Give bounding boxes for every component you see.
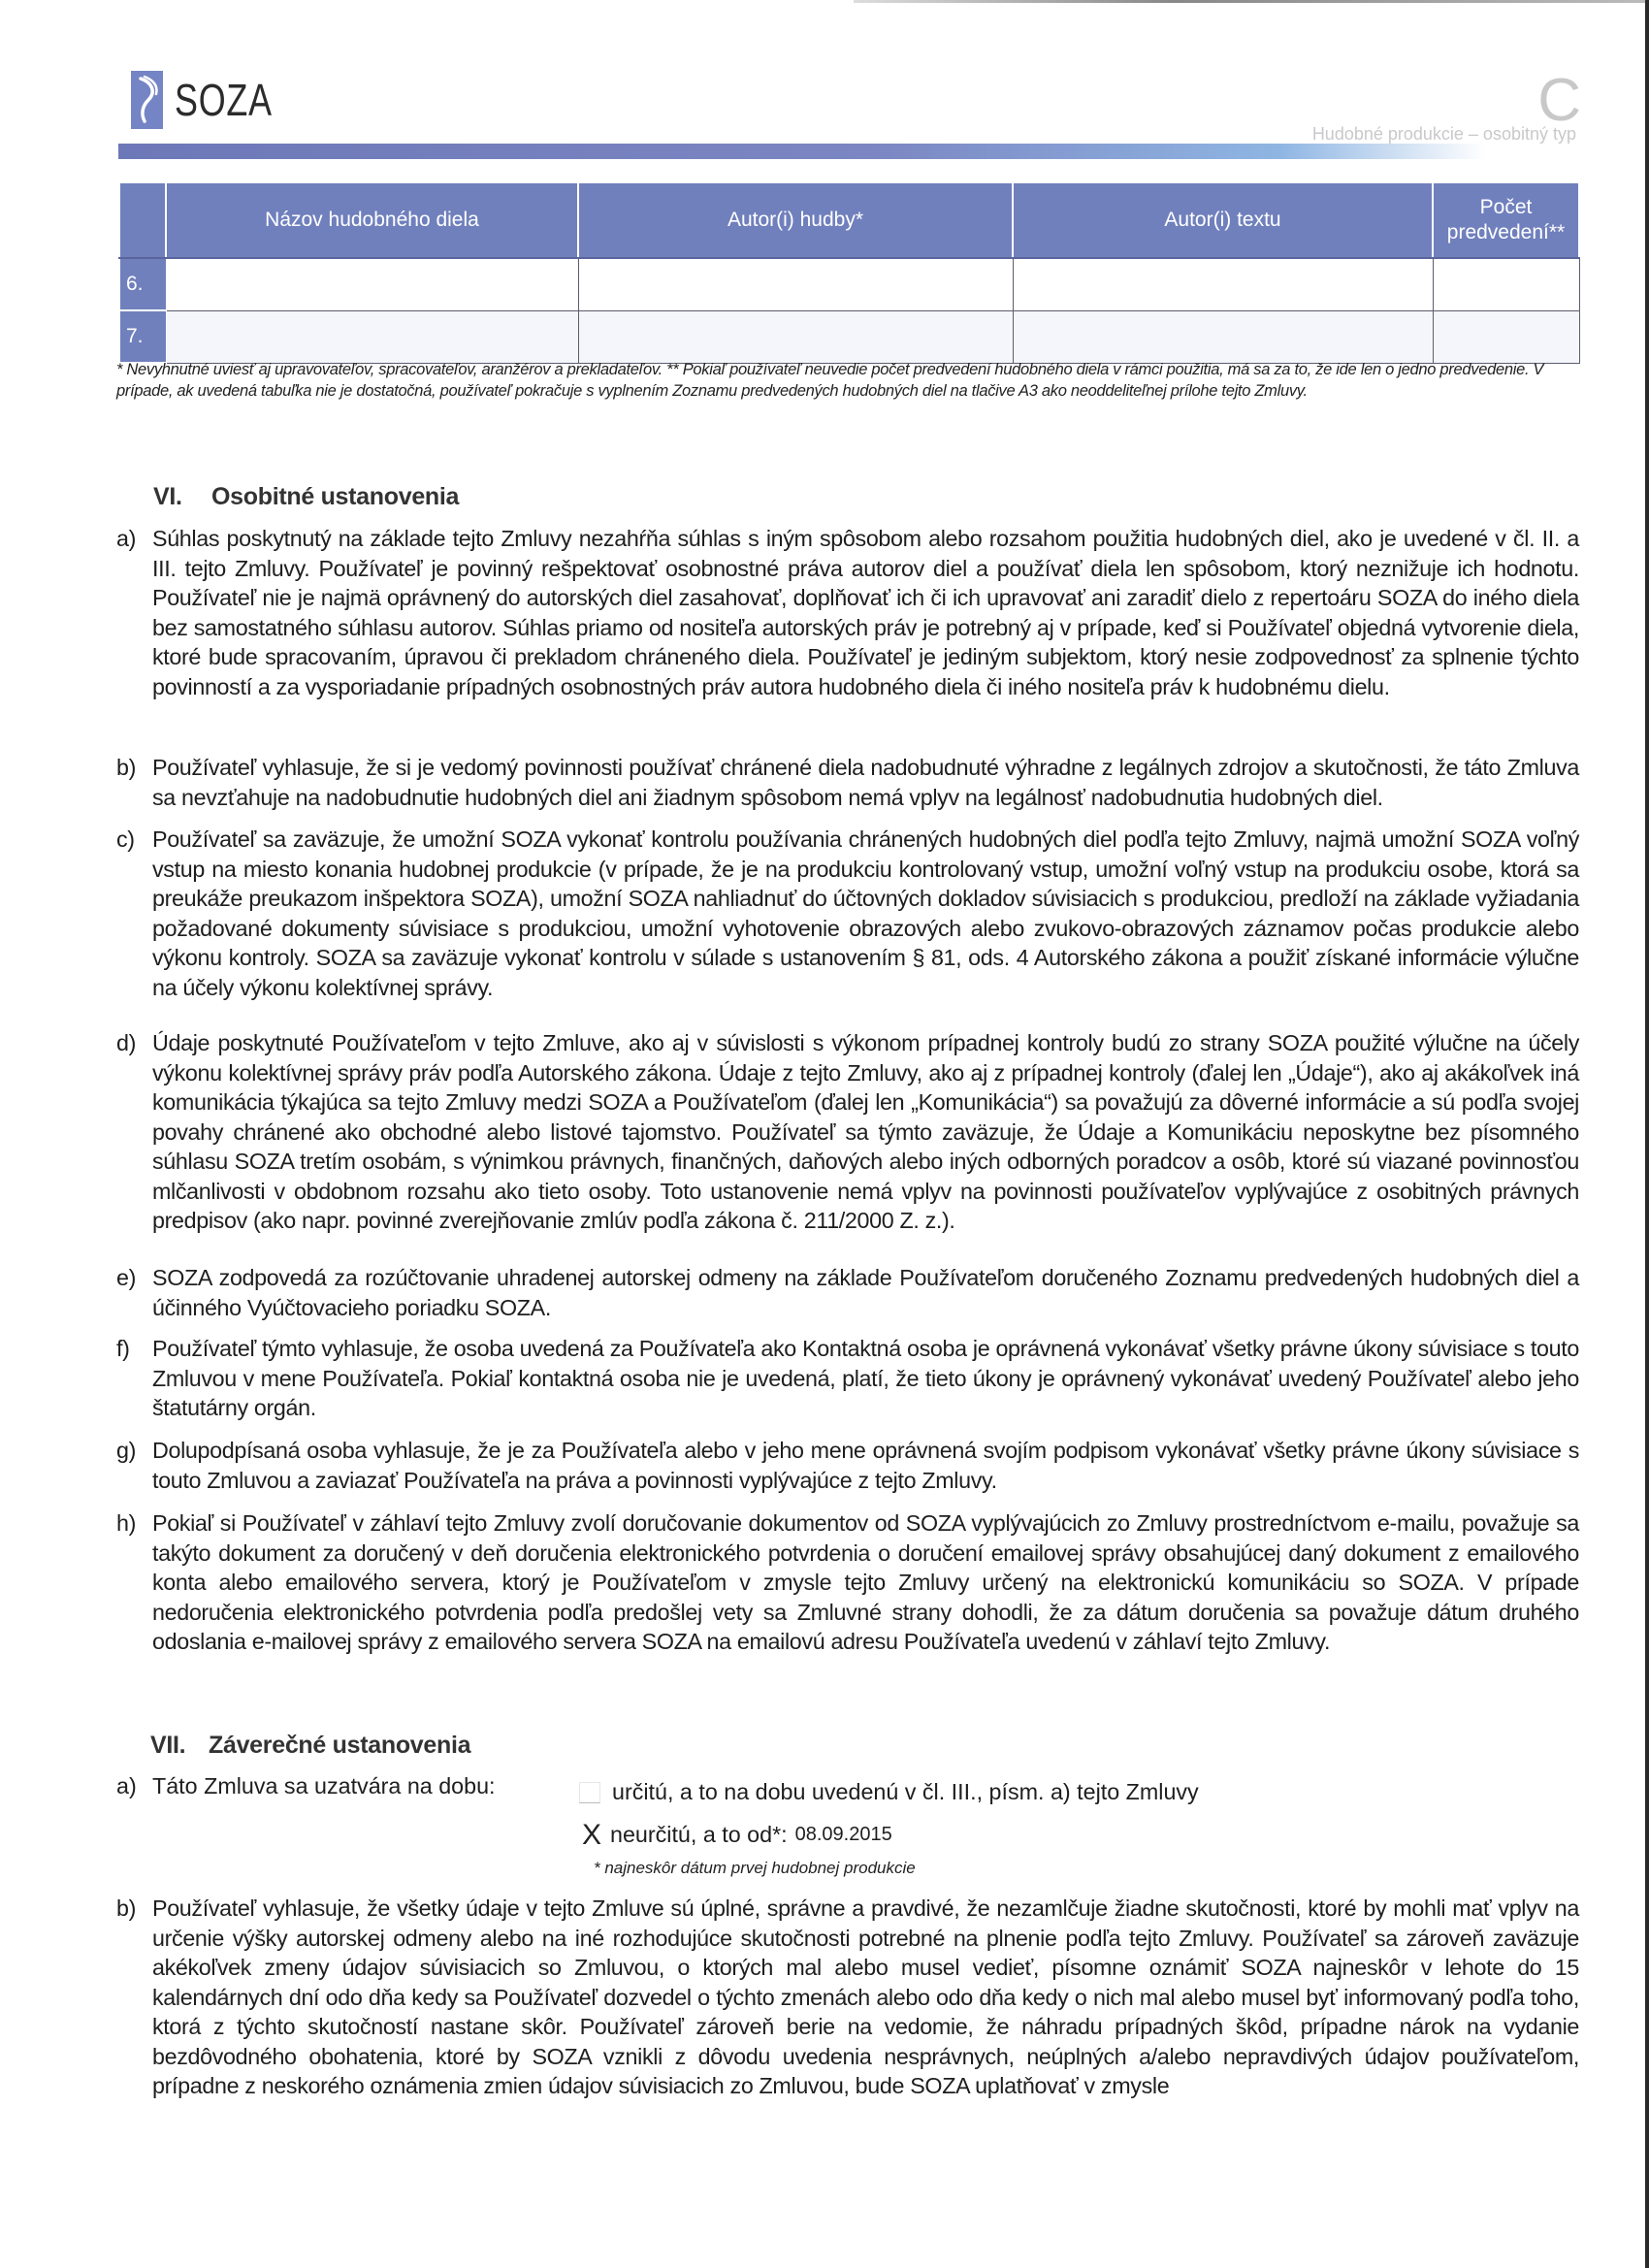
section-7-heading	[150, 1732, 470, 1760]
item-label: g)	[116, 1438, 137, 1463]
item-label: h)	[116, 1510, 137, 1536]
section-7-number: VII.	[150, 1732, 186, 1759]
item-label: a)	[116, 1773, 137, 1798]
soza-logo	[131, 71, 300, 129]
indefinite-term-checkbox-checked[interactable]: X	[581, 1818, 601, 1851]
section-6-item-f	[116, 1334, 1579, 1423]
lyrics-authors-cell[interactable]	[1013, 258, 1433, 310]
performances-cell[interactable]	[1433, 310, 1579, 363]
column-header-lyrics-authors: Autor(i) textu	[1013, 182, 1433, 258]
section-6-item-g	[116, 1436, 1579, 1495]
item-text: Súhlas poskytnutý na základe tejto Zmluvy nezahŕňa súhlas s iným spôsobom alebo rozsahom použitia hudobných diel, ako je uvedené v čl. II. a III. tejto Zmluvy. Používateľ je povinný rešpektovať osobnostné práva autorov diel a používať diela len spôsobom, ktorý neznižuje ich hodnotu. Používateľ nie je najmä oprávnený do autorských diel zasahovať, doplňovať ich či ich upravovať ani zaradiť dielo z repertoáru SOZA do iného diela bez samostatného súhlasu autorov. Súhlas priamo od nositeľa autorských práv je potrebný aj v prípade, keď si Používateľ objedná vytvorenie diela, ktoré bude spracovaním, úpravou či prekladom chráneného diela. Používateľ je jediným subjektom, ktorý nesie zodpovednosť za splnenie týchto povinností a za vysporiadanie prípadných osobnostných práv autora hudobného diela či iného nositeľa práv k hudobnému dielu.	[152, 526, 1579, 699]
title-cell[interactable]	[166, 258, 578, 310]
section-6-heading	[153, 483, 459, 511]
start-date-value[interactable]: 08.09.2015	[794, 1824, 892, 1845]
item-text: Používateľ týmto vyhlasuje, že osoba uvedená za Používateľa ako Kontaktná osoba je oprávnená vykonávať všetky právne úkony súvisiace s touto Zmluvou v mene Používateľa. Pokiaľ kontaktná osoba nie je uvedená, platí, že tieto úkony je oprávnený vykonávať uvedený Používateľ alebo jeho štatutárny orgán.	[152, 1336, 1579, 1420]
item-text: Pokiaľ si Používateľ v záhlaví tejto Zmluvy zvolí doručovanie dokumentov od SOZA vyplývajúcich zo Zmluvy prostredníctvom e-mailu, považuje sa takýto dokument za doručený v deň doručenia elektronického potvrdenia o doručení emailovej správy obsahujúcej daný dokument z emailového konta alebo emailového servera, ktorý je Používateľom v zmysle tejto Zmluvy určený na elektronickú komunikáciu so SOZA. V prípade nedoručenia elektronického potvrdenia podľa predošlej vety sa Zmluvné strany dohodli, že za dátum doručenia sa považuje dátum druhého odoslania e-mailovej správy z emailového servera SOZA na emailovú adresu Používateľa uvedenú v záhlaví tejto Zmluvy.	[152, 1510, 1579, 1654]
item-text: Používateľ sa zaväzuje, že umožní SOZA vykonať kontrolu používania chránených hudobných diel podľa tejto Zmluvy, najmä umožní SOZA voľný vstup na miesto konania hudobnej produkcie (v prípade, že je na produkciu kontrolovaný vstup, umožní voľný vstup na produkciu osobe, ktorá sa preukáže preukazom inšpektora SOZA), umožní SOZA nahliadnuť do účtovných dokladov súvisiacich s produkciou, predloží na základe vyžiadania požadované dokumenty súvisiace s produkciou, umožní vyhotovenie obrazových alebo zvukovo-obrazových záznamov počas produkcie alebo výkonu kontroly. SOZA sa zaväzuje vykonať kontrolu v súlade s ustanovením § 81, ods. 4 Autorského zákona a použiť získané informácie výlučne na účely výkonu kolektívnej správy.	[152, 826, 1579, 1000]
section-7-title: Záverečné ustanovenia	[209, 1732, 471, 1759]
column-header-performances: Počet predvedení**	[1433, 182, 1579, 258]
section-6-title: Osobitné ustanovenia	[211, 483, 460, 510]
item-text: Používateľ vyhlasuje, že všetky údaje v tejto Zmluve sú úplné, správne a pravdivé, že nezamlčuje žiadne skutočnosti, ktoré by mohli mať vplyv na určenie výšky autorskej odmeny alebo na iné rozhodujúce skutočnosti potrebné na plnenie podľa tejto Zmluvy. Používateľ sa zároveň zaväzuje akékoľvek zmeny údajov súvisiacich so Zmluvou, o ktorých mal alebo musel vedieť, písomne oznámiť SOZA najneskôr v lehote do 15 kalendárnych dní odo dňa kedy sa Používateľ dozvedel o týchto zmenách alebo odo dňa kedy o nich mal alebo musel byť informovaný podľa toho, ktorá z týchto skutočností nastane skôr. Používateľ zároveň berie na vedomie, že náhradu prípadných škôd, prípadne nárok na vydanie bezdôvodného obohatenia, ktoré by SOZA vznikli z dôvodu uvedenia nesprávnych, neúplných a/alebo nepravdivých údajov používateľom, prípadne z neskorého oznámenia zmien údajov súvisiacich zo Zmluvou, bude SOZA uplatňovať v zmysle	[152, 1895, 1579, 2098]
fixed-term-label: určitú, a to na dobu uvedenú v čl. III., písm. a) tejto Zmluvy	[612, 1779, 1199, 1804]
table-footnote: * Nevyhnutné uviesť aj upravovateľov, spracovateľov, aranžérov a prekladateľov. ** Pokiaľ používateľ neuvedie počet predvedení hudobného diela v rámci použitia, má sa za to, že ide len o jedno predvedenie. V prípade, ak uvedená tabuľka nie je dostatočná, používateľ pokračuje s vyplnením Zoznamu predvedených hudobných diel na tlačive A3 ako neoddeliteľnej prílohe tejto Zmluvy.	[116, 361, 1544, 400]
item-label: e)	[116, 1265, 137, 1290]
term-option-indefinite[interactable]	[579, 1818, 892, 1851]
item-text: SOZA zodpovedá za rozúčtovanie uhradenej autorskej odmeny na základe Používateľom doručeného Zoznamu predvedených hudobných diel a účinného Vyúčtovacieho poriadku SOZA.	[152, 1265, 1579, 1320]
scan-edge-top	[854, 0, 1649, 3]
section-6-item-b	[116, 753, 1579, 812]
item-text: Údaje poskytnuté Používateľom v tejto Zmluve, ako aj v súvislosti s výkonom prípadnej kontroly budú zo strany SOZA použité výlučne na účely výkonu kolektívnej správy práv podľa Autorského zákona. Údaje z tejto Zmluvy, ako aj z prípadnej kontroly (ďalej len „Údaje“), ako aj akákoľvek iná komunikácia týkajúca sa tejto Zmluvy medzi SOZA a Používateľom (ďalej len „Komunikácia“) sa považujú za dôverné informácie a sú podľa svojej povahy chránené ako obchodné alebo listové tajomstvo. Používateľ sa týmto zaväzuje, že Údaje a Komunikáciu neposkytne bez písomného súhlasu SOZA tretím osobám, s výnimkou právnych, finančných, daňových alebo iných odborných poradcov a osôb, ktoré sú viazané povinnosťou mlčanlivosti v obdobnom rozsahu ako tieto osoby. Toto ustanovenie nemá vplyv na povinnosti používateľov vyplývajúce z osobitných právnych predpisov (ako napr. povinné zverejňovanie zmlúv podľa zákona č. 211/2000 Z. z.).	[152, 1030, 1579, 1233]
column-header-title: Názov hudobného diela	[166, 182, 578, 258]
row-number: 7.	[119, 310, 166, 363]
table-row	[119, 310, 1579, 363]
item-text: Používateľ vyhlasuje, že si je vedomý povinnosti používať chránené diela nadobudnuté výhradne z legálnych zdrojov a skutočnosti, že táto Zmluva sa nevzťahuje na nadobudnutie hudobných diel ani žiadnym spôsobom nemá vplyv na legálnosť nadobudnutia hudobných diel.	[152, 755, 1579, 810]
item-label: a)	[116, 526, 137, 551]
term-option-fixed[interactable]	[579, 1779, 1199, 1805]
music-note-logo-icon	[131, 71, 163, 129]
indefinite-term-label: neurčitú, a to od*:	[610, 1822, 788, 1847]
column-header-music-authors: Autor(i) hudby*	[578, 182, 1013, 258]
column-header-number	[119, 182, 166, 258]
title-cell[interactable]	[166, 310, 578, 363]
form-subtitle: Hudobné produkcie – osobitný typ	[1311, 124, 1576, 144]
item-label: c)	[116, 826, 135, 852]
term-footnote: * najneskôr dátum prvej hudobnej produkcie	[594, 1859, 916, 1877]
logo-wordmark: SOZA	[175, 75, 273, 125]
section-6-item-h	[116, 1508, 1579, 1657]
music-works-table	[118, 181, 1580, 364]
contract-term-label	[116, 1773, 496, 1799]
item-text: Táto Zmluva sa uzatvára na dobu:	[152, 1773, 496, 1798]
section-6-number: VI.	[153, 483, 182, 510]
form-letter: C	[1537, 67, 1581, 134]
music-authors-cell[interactable]	[578, 258, 1013, 310]
performances-cell[interactable]	[1433, 258, 1579, 310]
music-authors-cell[interactable]	[578, 310, 1013, 363]
scan-edge-right	[1645, 0, 1649, 2268]
lyrics-authors-cell[interactable]	[1013, 310, 1433, 363]
table-header-row	[119, 182, 1579, 258]
section-6-item-e	[116, 1263, 1579, 1322]
row-number: 6.	[119, 258, 166, 310]
fixed-term-checkbox[interactable]	[579, 1782, 600, 1803]
item-label: b)	[116, 755, 137, 780]
table-row	[119, 258, 1579, 310]
section-7-item-b	[116, 1894, 1579, 2101]
item-label: b)	[116, 1895, 137, 1921]
header-divider-bar	[118, 144, 1486, 159]
section-6-item-c	[116, 825, 1579, 1002]
item-text: Dolupodpísaná osoba vyhlasuje, že je za Používateľa alebo v jeho mene oprávnená svojím podpisom vykonávať všetky právne úkony súvisiace s touto Zmluvou a zaviazať Používateľa na práva a povinnosti vyplývajúce z tejto Zmluvy.	[152, 1438, 1579, 1493]
item-label: f)	[116, 1336, 130, 1361]
item-label: d)	[116, 1030, 137, 1055]
section-6-item-a	[116, 524, 1579, 701]
section-6-item-d	[116, 1028, 1579, 1236]
